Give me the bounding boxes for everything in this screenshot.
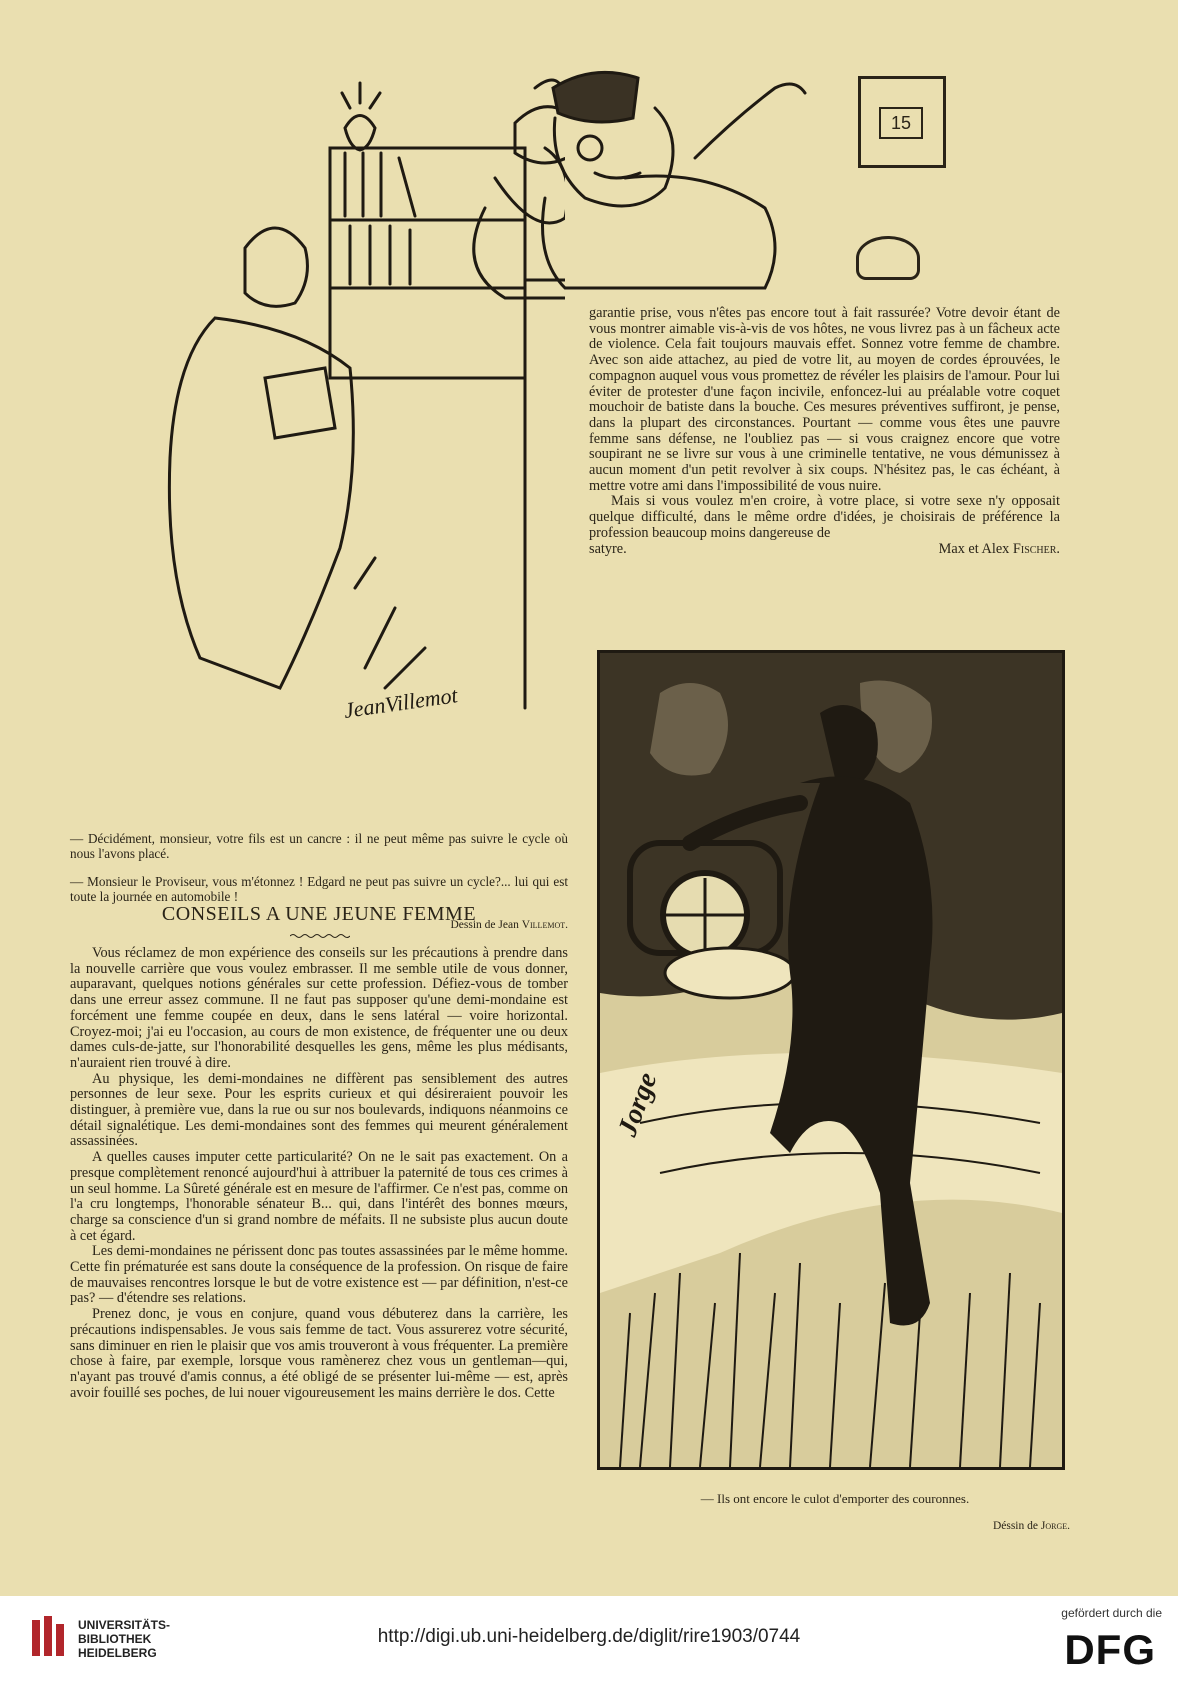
article-closing-last: satyre.: [589, 540, 627, 557]
article-title: CONSEILS A UNE JEUNE FEMME: [161, 903, 477, 925]
footer-bar: [0, 1596, 1178, 1682]
credit-name: Jorge.: [1040, 1520, 1070, 1532]
title-ornament: [290, 933, 350, 939]
library-line: UNIVERSITÄTS-: [78, 1618, 171, 1632]
article-body-right: [589, 306, 1060, 557]
credit-prefix: Dessin de Jean: [450, 918, 519, 931]
caption-credit: [600, 1519, 1070, 1534]
article-signature: [939, 542, 1060, 558]
article-closing: Mais si vous voulez m'en croire, à votre place, si votre sexe n'y opposait quelque difficulté, dans le même ordre d'idées, je choisirais de préférence la profession beaucoup moins dangereuse de: [589, 493, 1060, 541]
library-line: BIBLIOTHEK: [78, 1632, 152, 1646]
article-closing-row: [589, 542, 1060, 558]
signature-name: Fischer.: [1012, 540, 1060, 557]
caption-line: — Décidément, monsieur, votre fils est un cancre : il ne peut même pas suivre le cycle où nous l'avons placé.: [70, 831, 568, 862]
document-url-link[interactable]: http://digi.ub.uni-heidelberg.de/diglit/rire1903/0744: [377, 1626, 801, 1647]
article-paragraph: A quelles causes imputer cette particularité? On ne le sait pas exactement. On a presque complètement renoncé aujourd'hui à attribuer la paternité de tous ces crimes à un seul homme. La Sûreté générale est en mesure de l'affirmer. Ce n'est pas, comme on l'a cru longtemps, l'honorable sénateur B... qui, dans l'intérêt des bonnes mœurs, charge sa conscience d'un si grand nombre de méfaits. Il ne subsiste plus aucun doute à cet égard.: [70, 1149, 568, 1244]
room-number: 15: [879, 107, 923, 139]
credit-name: Villemot.: [521, 918, 568, 931]
right-signature: Jorge: [611, 1068, 664, 1141]
headmaster-illustration: [535, 48, 835, 308]
caption-line: — Ils ont encore le culot d'emporter des couronnes.: [700, 1491, 970, 1506]
article-paragraph: Prenez donc, je vous en conjure, quand vous débuterez dans la carrière, les précautions indispensables. Je vous sais femme de tact. Vous assurerez votre sécurité, sans diminuer en rien le plaisir que vos amis trouveront à vous fréquenter. La première chose à faire, par exemple, lorsque vous ramènerez chez vous un gentleman—qui, n'ayant pas trouvé d'amis connus, a été obligé de se présenter lui-même — est, après avoir fouillé ses poches, de lui nouer vigoureusement les mains derrière le dos. Cette: [70, 1306, 568, 1401]
article-paragraph: Vous réclamez de mon expérience des conseils sur les précautions à prendre dans la nouvelle carrière que vous voulez embrasser. Il me semble utile de vous donner, auparavant, quelques notions générales sur cette profession. Défiez-vous de tomber dans une erreur assez commune. Il ne faut pas supposer qu'une demi-mondaine est forcément une femme coupée en deux, dans le sens latéral — voire horizontal. Croyez-moi; j'ai eu l'occasion, au cours de mon existence, de fréquenter une ou deux dames culs-de-jatte, sur l'honorabilité desquelles les gens, même les plus médisants, n'auraient rien trouvé à dire.: [70, 945, 568, 1071]
article-paragraph: Les demi-mondaines ne périssent donc pas toutes assassinées par le même homme. Cette fin prématurée est sans doute la conséquence de la profession. On risque de faire de mauvaises rencontres lorsque le but de votre existence est — par définition, n'est-ce pas? — d'étendre ses relations.: [70, 1243, 568, 1307]
caption-line: — Monsieur le Proviseur, vous m'étonnez ! Edgard ne peut pas suivre un cycle?... lui qui est toute la journée en automobile !: [70, 874, 568, 905]
credit-prefix: Déssin de: [992, 1520, 1038, 1532]
signature-prefix: Max et Alex: [938, 540, 1010, 557]
cartoon-caption-right: [600, 1478, 1070, 1546]
top-signature: JeanVillemot: [342, 682, 460, 723]
library-line: HEIDELBERG: [78, 1646, 157, 1660]
article-paragraph: Au physique, les demi-mondaines ne diffèrent pas sensiblement des autres personnes de leur sexe. Pour les esprits curieux et qui désireraient pouvoir les distinguer, à première vue, dans la rue ou sur nos boulevards, indiquons néanmoins ce détail signalétique. Les demi-mondaines sont des femmes qui meurent généralement assassinées.: [70, 1070, 568, 1150]
top-illustration: [95, 48, 565, 783]
funding-label: gefördert durch die: [1061, 1606, 1162, 1620]
article-body-left: [70, 946, 568, 1401]
room-number-sign: [858, 76, 946, 168]
article-continuation: garantie prise, vous n'êtes pas encore tout à fait rassurée? Votre devoir étant de vous montrer aimable vis-à-vis de vos hôtes, ne vous livrez pas à un fâcheux acte de violence. Cela fait toujours mauvais effet. Sonnez votre femme de chambre. Avec son aide attachez, au pied de votre lit, au moyen de cordes éprouvées, le compagnon auquel vous vous promettez de révéler les plaisirs de l'amour. Pour lui éviter de protester d'une façon incivile, enfoncez-lui au préalable votre coquet mouchoir de batiste dans la bouche. Ces mesures préventives suffiront, je pense, dans la plupart des circonstances. Pourtant — comme vous êtes une pauvre femme sans défense, ne l'oubliez pas — si vous craignez encore que votre soupirant ne se livre sur vous à une criminelle tentative, ne vous démunissez à aucun moment d'un petit revolver à six coups. N'hésitez pas, le cas échéant, à mettre votre ami dans l'impossibilité de vous nuire.: [589, 305, 1060, 494]
car-illustration: [597, 650, 1065, 1470]
dfg-logo: DFG: [1064, 1626, 1156, 1673]
inkwell: [856, 236, 920, 280]
